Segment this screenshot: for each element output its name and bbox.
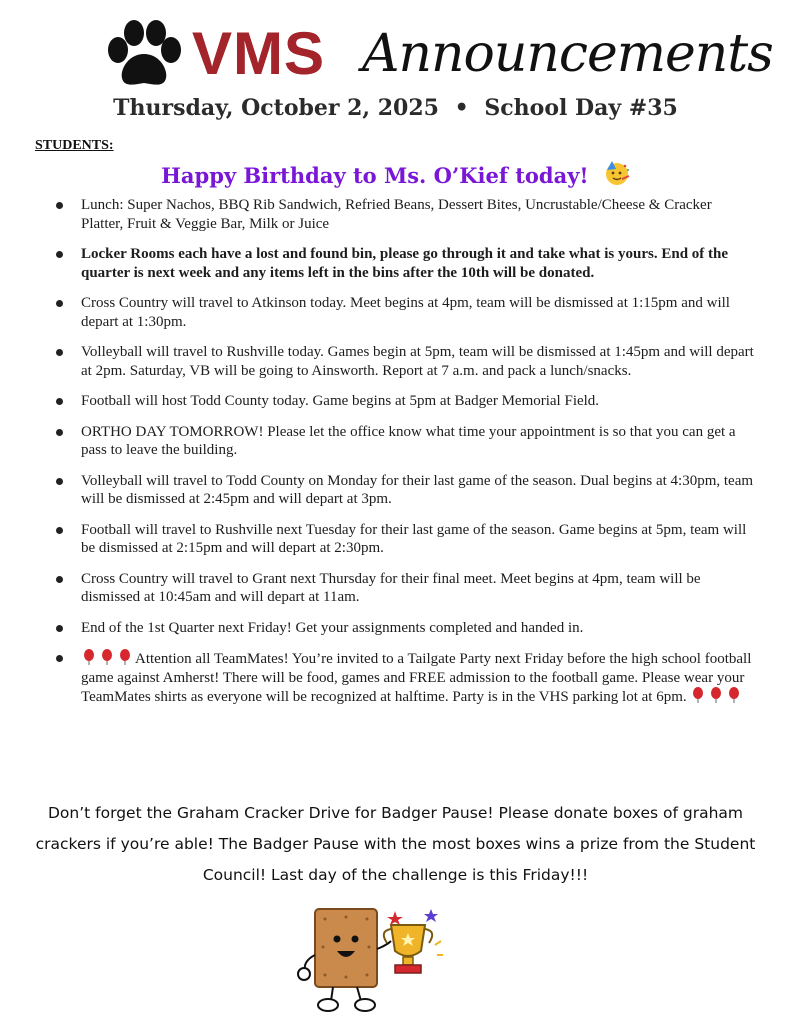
graham-cracker-drive-note: Don’t forget the Graham Cracker Drive for Badger Pause! Please donate boxes of graham crackers if you’re able! The Badger Pause with the most boxes wins a prize from the Student Council! Last day of the challenge is this Friday!!! <box>35 804 756 884</box>
balloon-icon <box>99 649 115 665</box>
list-item: Cross Country will travel to Atkinson today. Meet begins at 4pm, team will be dismissed at 1:15pm and will depart at 1:30pm. <box>56 294 756 331</box>
list-item: End of the 1st Quarter next Friday! Get your assignments completed and handed in. <box>56 619 756 638</box>
bullet-icon <box>56 349 63 356</box>
date-text: Thursday, October 2, 2025 <box>113 95 439 121</box>
bullet-icon <box>56 625 63 632</box>
header <box>0 14 791 94</box>
list-item: Football will travel to Rushville next Tuesday for their last game of the season. Game begins at 5pm, team will be dismissed at 2:15pm and will depart at 2:30pm. <box>56 521 756 558</box>
list-item: Attention all TeamMates! You’re invited to a Tailgate Party next Friday before the high school football game against Amherst! There will be food, games and FREE admission to the football game. Please wear your TeamMates shirts as everyone will be recognized at halftime. Party is in the VHS parking lot at 6pm. <box>56 649 756 707</box>
list-item: Cross Country will travel to Grant next Thursday for their final meet. Meet begins at 4pm, team will be dismissed at 10:45am and will depart at 11am. <box>56 570 756 607</box>
balloon-icon <box>726 687 742 703</box>
bullet-icon <box>56 478 63 485</box>
bullet-icon <box>56 300 63 307</box>
list-item: Volleyball will travel to Rushville today. Games begin at 5pm, team will be dismissed at 1:45pm and will depart at 2pm. Saturday, VB will be going to Ainsworth. Report at 7 a.m. and pack a lunch/snacks. <box>56 343 756 380</box>
party-face-icon <box>604 160 630 186</box>
list-item: Football will host Todd County today. Game begins at 5pm at Badger Memorial Field. <box>56 392 756 411</box>
list-item: Volleyball will travel to Todd County on Monday for their last game of the season. Dual begins at 4:30pm, team will be dismissed at 2:45pm and will depart at 3pm. <box>56 472 756 509</box>
balloon-icon <box>690 687 706 703</box>
list-item: Lunch: Super Nachos, BBQ Rib Sandwich, Refried Beans, Dessert Bites, Uncrustable/Cheese & Cracker Platter, Fruit & Veggie Bar, Milk or Juice <box>56 196 756 233</box>
balloon-icon <box>81 649 97 665</box>
paw-icon <box>106 20 182 90</box>
balloon-icon <box>708 687 724 703</box>
bullet-icon <box>56 527 63 534</box>
bullet-icon <box>56 429 63 436</box>
vms-logo-text: VMS <box>192 20 326 87</box>
bullet-icon <box>56 576 63 583</box>
balloon-icon <box>117 649 133 665</box>
section-label-students: STUDENTS: <box>35 138 114 153</box>
bullet-icon <box>56 398 63 405</box>
birthday-text: Happy Birthday to Ms. O’Kief today! <box>161 163 589 188</box>
announcement-list <box>56 196 756 719</box>
list-item: Locker Rooms each have a lost and found bin, please go through it and take what is yours. End of the quarter is next week and any items left in the bins after the 10th will be donated. <box>56 245 756 282</box>
birthday-banner <box>0 160 791 188</box>
bullet-icon <box>56 655 63 662</box>
school-day-text: School Day #35 <box>484 95 678 121</box>
bullet-icon <box>56 202 63 209</box>
date-line <box>0 95 791 121</box>
separator-dot: • <box>454 95 469 121</box>
bullet-icon <box>56 251 63 258</box>
graham-cracker-trophy-mascot <box>295 905 445 1017</box>
list-item: ORTHO DAY TOMORROW! Please let the office know what time your appointment is so that you can get a pass to leave the building. <box>56 423 756 460</box>
page-title: Announcements <box>362 24 773 84</box>
